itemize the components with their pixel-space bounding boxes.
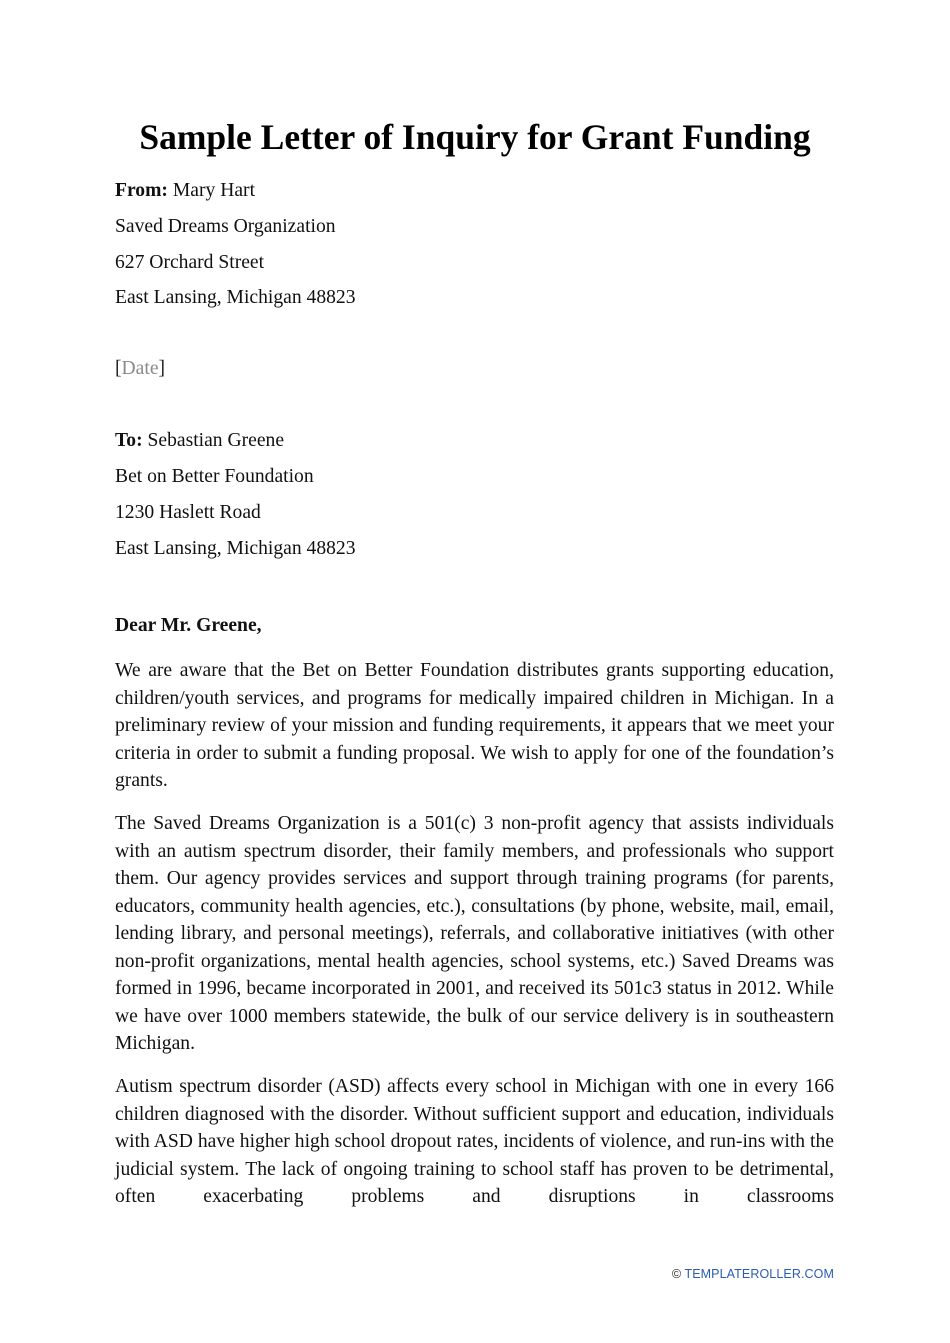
body-paragraph-1: We are aware that the Bet on Better Foundation distributes grants supporting education, children/youth services, and programs for medically impaired children in Michigan. In a preliminary review of your mission and funding requirements, it appears that we meet your criteria in order to submit a funding proposal. We wish to apply for one of the foundation’s grants. — [115, 660, 834, 791]
sender-street: 627 Orchard Street — [115, 252, 265, 273]
salutation: Dear Mr. Greene, — [115, 615, 262, 636]
footer-brand[interactable] — [672, 1265, 834, 1283]
sender-name: Mary Hart — [172, 180, 256, 201]
recipient-city-state-zip: East Lansing, Michigan 48823 — [115, 538, 356, 559]
sender-city-state-zip: East Lansing, Michigan 48823 — [115, 287, 356, 308]
footer-brand-link[interactable]: TEMPLATEROLLER.COM — [684, 1267, 834, 1281]
date-placeholder: Date — [121, 358, 159, 379]
sender-organization: Saved Dreams Organization — [115, 216, 336, 237]
copyright-icon: © — [671, 1267, 682, 1281]
date-line — [115, 357, 165, 381]
recipient-name: Sebastian Greene — [147, 430, 285, 451]
date-open-bracket: [ — [115, 358, 122, 379]
recipient-street: 1230 Haslett Road — [115, 502, 261, 523]
date-close-bracket: ] — [158, 358, 166, 379]
recipient-organization: Bet on Better Foundation — [115, 466, 314, 487]
body-paragraph-3: Autism spectrum disorder (ASD) affects every school in Michigan with one in every 166 children diagnosed with the disorder. Without sufficient support and education, individuals with ASD have higher high school dropout rates, incidents of violence, and run-ins with the judicial system. The lack of ongoing training to school staff has proven to be detrimental, often exacerbating problems and disruptions in classrooms — [115, 1076, 834, 1207]
from-label: From: — [115, 180, 168, 201]
to-label: To: — [115, 430, 143, 451]
body-paragraph-2: The Saved Dreams Organization is a 501(c) 3 non-profit agency that assists individuals with an autism spectrum disorder, their family members, and professionals who support them. Our agency provides services and support through training programs (for parents, educators, community health agencies, etc.), consultations (by phone, website, mail, email, lending library, and personal meetings), referrals, and collaborative initiatives (with other non-profit organizations, mental health agencies, school systems, etc.) Saved Dreams was formed in 1996, became incorporated in 2001, and received its 501c3 status in 2012. While we have over 1000 members statewide, the bulk of our service delivery is in southeastern Michigan. — [115, 813, 834, 1054]
document-title: Sample Letter of Inquiry for Grant Funding — [139, 117, 811, 157]
sender-name-line — [115, 179, 255, 203]
recipient-name-line — [115, 429, 284, 453]
